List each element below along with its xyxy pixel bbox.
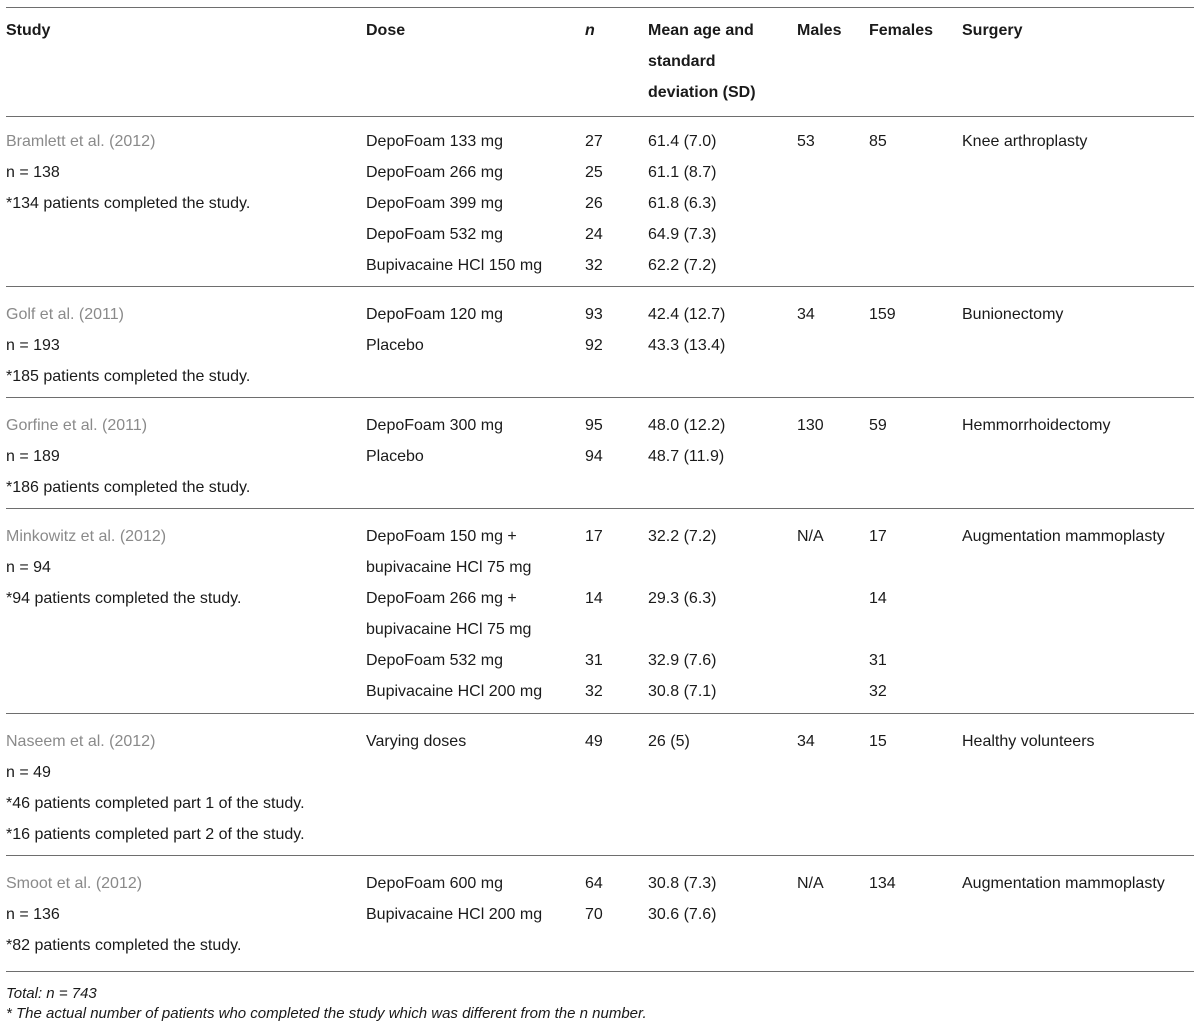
surgery-cell: Augmentation mammoplasty xyxy=(962,528,1165,545)
study-separator xyxy=(6,855,1194,856)
study-name: Bramlett et al. (2012) xyxy=(6,133,156,150)
dose-cell: Bupivacaine HCl 200 mg xyxy=(366,906,543,923)
study-completed: *185 patients completed the study. xyxy=(6,368,251,385)
mean-age-cell: 61.1 (8.7) xyxy=(648,164,717,181)
mean-age-cell: 61.8 (6.3) xyxy=(648,195,717,212)
females-cell: 134 xyxy=(869,875,896,892)
dose-cell: DepoFoam 532 mg xyxy=(366,652,503,669)
dose-cell: Bupivacaine HCl 200 mg xyxy=(366,683,543,700)
study-name: Naseem et al. (2012) xyxy=(6,733,156,750)
surgery-cell: Augmentation mammoplasty xyxy=(962,875,1165,892)
dose-cell: DepoFoam 133 mg xyxy=(366,133,503,150)
study-name: Smoot et al. (2012) xyxy=(6,875,143,892)
study-n: n = 94 xyxy=(6,559,51,576)
study-n: n = 189 xyxy=(6,448,60,465)
n-cell: 32 xyxy=(585,257,603,274)
header-mean-age-line-2: standard xyxy=(648,53,716,70)
females-cell: 59 xyxy=(869,417,887,434)
surgery-cell: Hemmorrhoidectomy xyxy=(962,417,1111,434)
mean-age-cell: 32.2 (7.2) xyxy=(648,528,717,545)
n-cell: 95 xyxy=(585,417,603,434)
dose-cell: DepoFoam 600 mg xyxy=(366,875,503,892)
n-cell: 26 xyxy=(585,195,603,212)
mean-age-cell: 30.8 (7.3) xyxy=(648,875,717,892)
dose-cell: DepoFoam 120 mg xyxy=(366,306,503,323)
n-cell: 93 xyxy=(585,306,603,323)
dose-cell: Placebo xyxy=(366,448,424,465)
header-males: Males xyxy=(797,22,842,39)
males-cell: 34 xyxy=(797,733,815,750)
study-separator xyxy=(6,397,1194,398)
mean-age-cell: 32.9 (7.6) xyxy=(648,652,717,669)
study-completed: *134 patients completed the study. xyxy=(6,195,251,212)
n-cell: 94 xyxy=(585,448,603,465)
n-cell: 24 xyxy=(585,226,603,243)
study-n: n = 193 xyxy=(6,337,60,354)
males-cell: 130 xyxy=(797,417,824,434)
females-cell: 14 xyxy=(869,590,887,607)
females-cell: 85 xyxy=(869,133,887,150)
header-mean-age-line-3: deviation (SD) xyxy=(648,84,756,101)
females-cell: 159 xyxy=(869,306,896,323)
mean-age-cell: 30.8 (7.1) xyxy=(648,683,717,700)
n-cell: 25 xyxy=(585,164,603,181)
header-rule xyxy=(6,116,1194,117)
dose-cell: Placebo xyxy=(366,337,424,354)
n-cell: 17 xyxy=(585,528,603,545)
study-completed: *186 patients completed the study. xyxy=(6,479,251,496)
study-separator xyxy=(6,286,1194,287)
n-cell: 92 xyxy=(585,337,603,354)
dose-cell: DepoFoam 150 mg + xyxy=(366,528,517,545)
n-cell: 32 xyxy=(585,683,603,700)
header-n: n xyxy=(585,22,595,39)
study-n: n = 49 xyxy=(6,764,51,781)
dose-cell: DepoFoam 266 mg xyxy=(366,164,503,181)
header-dose: Dose xyxy=(366,22,406,39)
n-cell: 64 xyxy=(585,875,603,892)
n-cell: 27 xyxy=(585,133,603,150)
total-footnote: Total: n = 743 xyxy=(6,985,97,1002)
surgery-cell: Bunionectomy xyxy=(962,306,1064,323)
study-name: Minkowitz et al. (2012) xyxy=(6,528,167,545)
study-name: Golf et al. (2011) xyxy=(6,306,124,323)
surgery-cell: Healthy volunteers xyxy=(962,733,1095,750)
females-cell: 31 xyxy=(869,652,887,669)
mean-age-cell: 64.9 (7.3) xyxy=(648,226,717,243)
mean-age-cell: 42.4 (12.7) xyxy=(648,306,726,323)
dose-cell: Bupivacaine HCl 150 mg xyxy=(366,257,543,274)
study-completed: *94 patients completed the study. xyxy=(6,590,242,607)
header-surgery: Surgery xyxy=(962,22,1023,39)
dose-cell: DepoFoam 399 mg xyxy=(366,195,503,212)
study-n: n = 136 xyxy=(6,906,60,923)
study-separator xyxy=(6,508,1194,509)
study-n: n = 138 xyxy=(6,164,60,181)
dose-cell-continued: bupivacaine HCl 75 mg xyxy=(366,621,532,638)
mean-age-cell: 61.4 (7.0) xyxy=(648,133,717,150)
n-cell: 31 xyxy=(585,652,603,669)
completion-footnote: * The actual number of patients who completed the study which was different from the n number. xyxy=(6,1005,647,1022)
mean-age-cell: 48.7 (11.9) xyxy=(648,448,725,465)
study-completed: *16 patients completed part 2 of the study. xyxy=(6,826,305,843)
mean-age-cell: 43.3 (13.4) xyxy=(648,337,726,354)
males-cell: N/A xyxy=(797,528,824,545)
dose-cell: DepoFoam 266 mg + xyxy=(366,590,517,607)
study-separator xyxy=(6,713,1194,714)
dose-cell-continued: bupivacaine HCl 75 mg xyxy=(366,559,532,576)
females-cell: 32 xyxy=(869,683,887,700)
mean-age-cell: 26 (5) xyxy=(648,733,690,750)
mean-age-cell: 62.2 (7.2) xyxy=(648,257,717,274)
dose-cell: DepoFoam 532 mg xyxy=(366,226,503,243)
mean-age-cell: 29.3 (6.3) xyxy=(648,590,717,607)
mean-age-cell: 30.6 (7.6) xyxy=(648,906,717,923)
females-cell: 15 xyxy=(869,733,887,750)
dose-cell: DepoFoam 300 mg xyxy=(366,417,503,434)
females-cell: 17 xyxy=(869,528,887,545)
study-name: Gorfine et al. (2011) xyxy=(6,417,148,434)
n-cell: 49 xyxy=(585,733,603,750)
mean-age-cell: 48.0 (12.2) xyxy=(648,417,726,434)
header-mean-age-line-1: Mean age and xyxy=(648,22,754,39)
study-completed: *46 patients completed part 1 of the study. xyxy=(6,795,305,812)
n-cell: 14 xyxy=(585,590,603,607)
males-cell: 34 xyxy=(797,306,815,323)
header-study: Study xyxy=(6,22,51,39)
study-completed: *82 patients completed the study. xyxy=(6,937,242,954)
males-cell: N/A xyxy=(797,875,824,892)
table-bottom-rule xyxy=(6,971,1194,972)
n-cell: 70 xyxy=(585,906,603,923)
dose-cell: Varying doses xyxy=(366,733,467,750)
header-females: Females xyxy=(869,22,934,39)
table-top-rule xyxy=(6,7,1194,8)
surgery-cell: Knee arthroplasty xyxy=(962,133,1088,150)
males-cell: 53 xyxy=(797,133,815,150)
